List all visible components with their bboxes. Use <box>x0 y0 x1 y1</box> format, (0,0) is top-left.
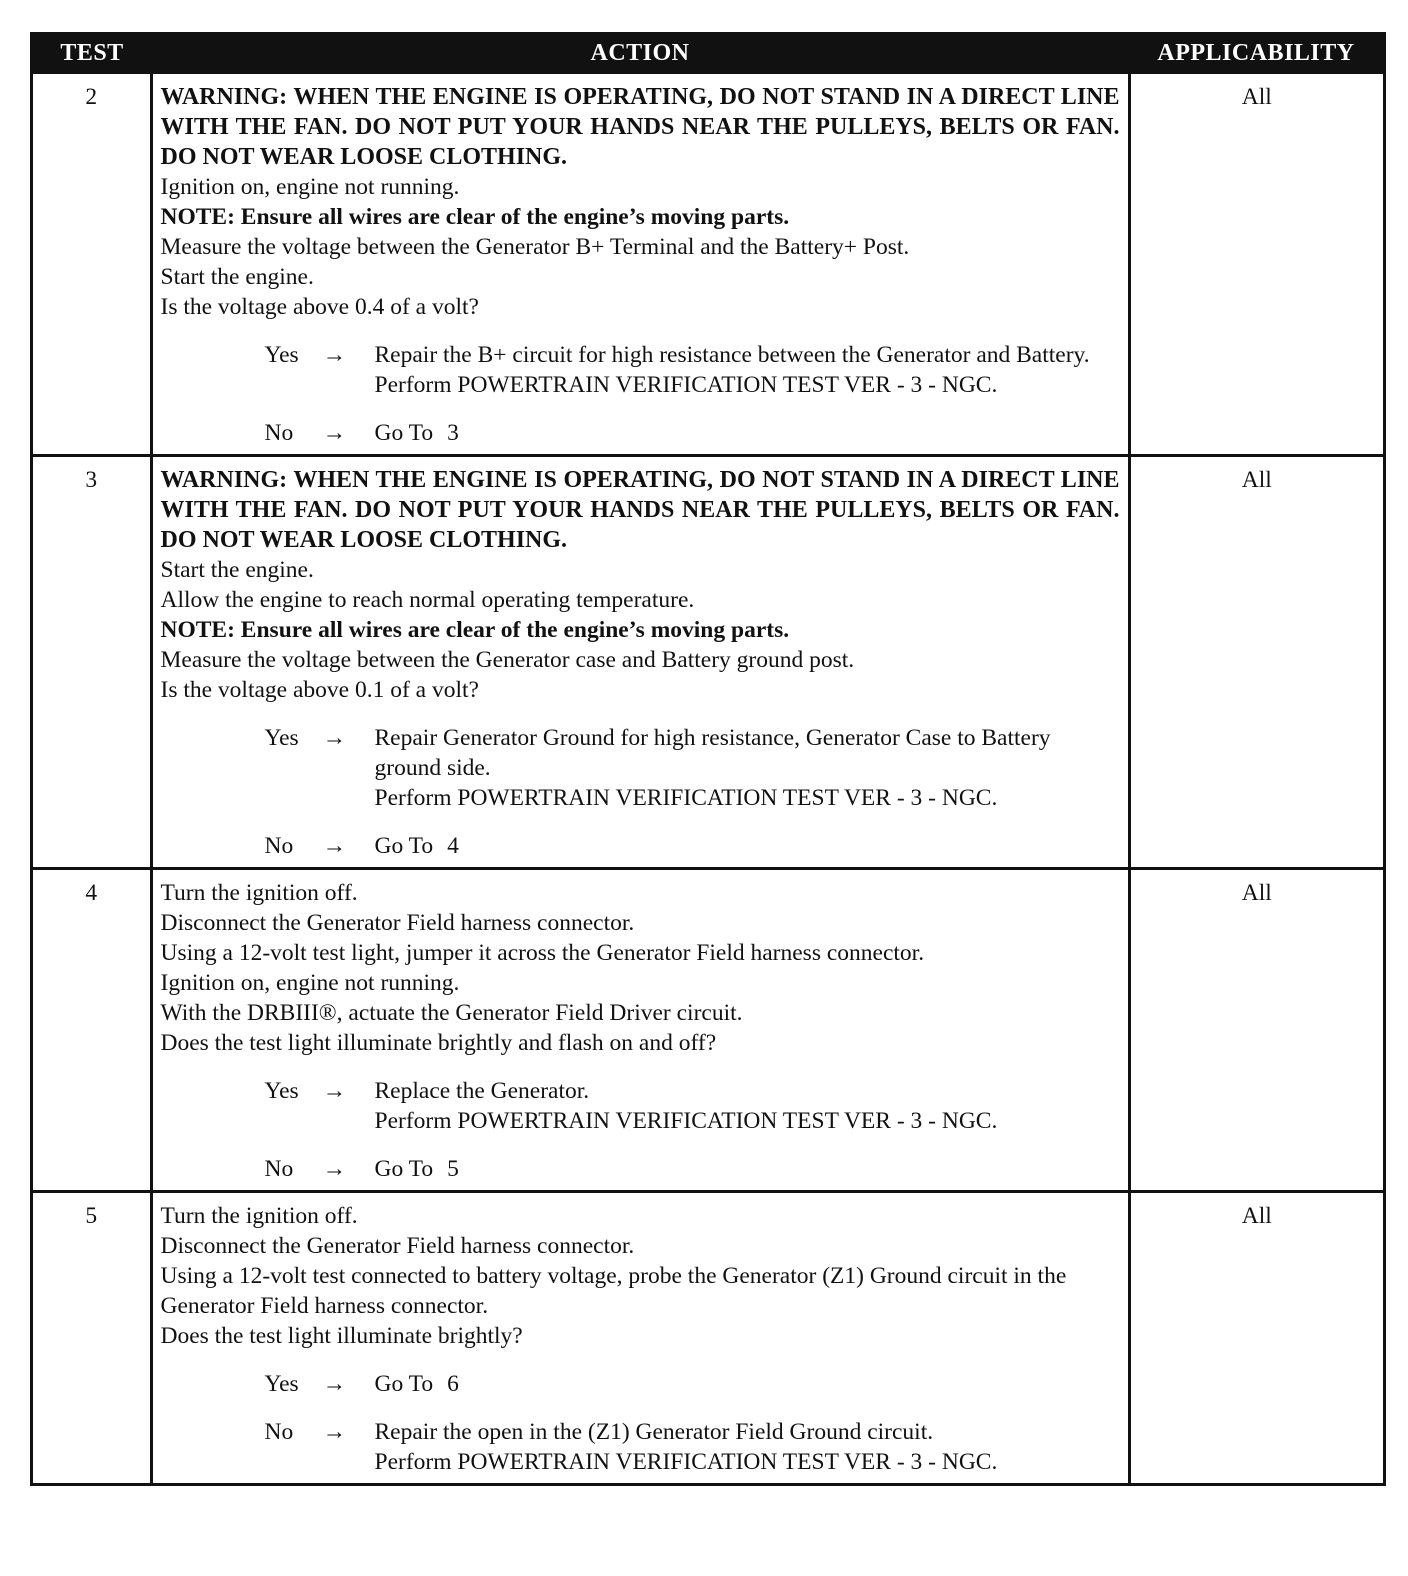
yes-result <box>375 1076 1120 1136</box>
header-action: ACTION <box>151 35 1129 73</box>
yes-label: Yes <box>264 1078 299 1104</box>
instruction-line: Disconnect the Generator Field harness connector. <box>160 910 635 936</box>
test-number: 3 <box>33 456 151 869</box>
diagnostic-test-table <box>33 35 1383 1483</box>
test-number: 5 <box>33 1192 151 1484</box>
table-row <box>33 456 1383 869</box>
arrow-right-icon: → <box>322 1371 346 1397</box>
test-number: 4 <box>33 869 151 1192</box>
yes-branch <box>265 1369 1120 1399</box>
result-line: Repair Generator Ground for high resistance, Generator Case to Battery ground side. <box>374 725 1051 781</box>
instruction-line: Ignition on, engine not running. <box>160 174 460 200</box>
result-line: Repair the open in the (Z1) Generator Field Ground circuit. <box>374 1419 934 1445</box>
result-line: Perform POWERTRAIN VERIFICATION TEST VER - 3 - NGC. <box>374 1449 998 1475</box>
no-branch <box>265 831 1120 861</box>
action-cell <box>151 73 1129 456</box>
instruction-line: Start the engine. <box>160 264 314 290</box>
note-text: NOTE: Ensure all wires are clear of the engine’s moving parts. <box>160 617 790 643</box>
instruction-line: Disconnect the Generator Field harness connector. <box>160 1233 635 1259</box>
arrow-right-icon: → <box>322 833 346 859</box>
no-branch <box>265 418 1120 448</box>
table-row <box>33 1192 1383 1484</box>
yes-branch <box>265 1076 1120 1136</box>
yes-branch <box>265 340 1120 400</box>
yes-label: Yes <box>264 725 299 751</box>
arrow-right-icon: → <box>322 420 346 446</box>
goto-label: Go To <box>374 1371 434 1397</box>
action-cell <box>151 869 1129 1192</box>
yes-result <box>375 1369 1120 1399</box>
no-result <box>375 1154 1120 1184</box>
table-row <box>33 869 1383 1192</box>
table-row <box>33 73 1383 456</box>
no-result <box>375 418 1120 448</box>
table-body <box>33 73 1383 1484</box>
instruction-line: Using a 12-volt test light, jumper it across the Generator Field harness connector. <box>160 940 925 966</box>
instruction-line: Allow the engine to reach normal operating temperature. <box>160 587 695 613</box>
no-label: No <box>264 420 294 446</box>
goto-reference <box>375 418 1120 448</box>
applicability-value: All <box>1129 869 1383 1192</box>
yes-branch <box>265 723 1120 813</box>
action-cell <box>151 1192 1129 1484</box>
no-result <box>375 831 1120 861</box>
yes-label: Yes <box>264 1371 299 1397</box>
goto-test-number: 3 <box>447 420 459 446</box>
table-header-row <box>33 35 1383 73</box>
goto-label: Go To <box>374 1156 434 1182</box>
applicability-value: All <box>1129 456 1383 869</box>
instruction-line: Is the voltage above 0.4 of a volt? <box>160 294 479 320</box>
goto-reference <box>375 1369 1120 1399</box>
yes-label: Yes <box>264 342 299 368</box>
goto-reference <box>375 831 1120 861</box>
yes-result <box>375 340 1120 400</box>
goto-label: Go To <box>374 833 434 859</box>
test-number: 2 <box>33 73 151 456</box>
instruction-line: Does the test light illuminate brightly and flash on and off? <box>160 1030 717 1056</box>
instruction-line: Does the test light illuminate brightly? <box>160 1323 523 1349</box>
goto-reference <box>375 1154 1120 1184</box>
arrow-right-icon: → <box>322 1419 346 1445</box>
action-cell <box>151 456 1129 869</box>
arrow-right-icon: → <box>322 1078 346 1104</box>
header-test: TEST <box>33 35 151 73</box>
warning-text: WARNING: WHEN THE ENGINE IS OPERATING, DO NOT STAND IN A DIRECT LINE WITH THE FAN. DO NOT PUT YOUR HANDS NEAR THE PULLEYS, BELTS OR FAN. DO NOT WEAR LOOSE CLOTHING. <box>160 84 1120 170</box>
arrow-right-icon: → <box>322 342 346 368</box>
goto-label: Go To <box>374 420 434 446</box>
warning-text: WARNING: WHEN THE ENGINE IS OPERATING, DO NOT STAND IN A DIRECT LINE WITH THE FAN. DO NOT PUT YOUR HANDS NEAR THE PULLEYS, BELTS OR FAN. DO NOT WEAR LOOSE CLOTHING. <box>160 467 1120 553</box>
result-line: Replace the Generator. <box>374 1078 590 1104</box>
instruction-line: Is the voltage above 0.1 of a volt? <box>160 677 479 703</box>
note-text: NOTE: Ensure all wires are clear of the engine’s moving parts. <box>160 204 790 230</box>
no-label: No <box>264 1156 294 1182</box>
result-line: Perform POWERTRAIN VERIFICATION TEST VER - 3 - NGC. <box>374 1108 998 1134</box>
result-line: Perform POWERTRAIN VERIFICATION TEST VER - 3 - NGC. <box>374 372 998 398</box>
instruction-line: Turn the ignition off. <box>160 880 358 906</box>
instruction-line: Measure the voltage between the Generator B+ Terminal and the Battery+ Post. <box>160 234 910 260</box>
no-branch <box>265 1417 1120 1477</box>
goto-test-number: 5 <box>447 1156 459 1182</box>
instruction-line: Ignition on, engine not running. <box>160 970 460 996</box>
applicability-value: All <box>1129 1192 1383 1484</box>
goto-test-number: 4 <box>447 833 459 859</box>
yes-result <box>375 723 1120 813</box>
result-line: Perform POWERTRAIN VERIFICATION TEST VER - 3 - NGC. <box>374 785 998 811</box>
no-branch <box>265 1154 1120 1184</box>
instruction-line: Measure the voltage between the Generator case and Battery ground post. <box>160 647 855 673</box>
no-label: No <box>264 833 294 859</box>
arrow-right-icon: → <box>322 1156 346 1182</box>
goto-test-number: 6 <box>447 1371 459 1397</box>
instruction-line: With the DRBIII®, actuate the Generator Field Driver circuit. <box>160 1000 743 1026</box>
diagnostic-test-table-frame <box>30 32 1386 1486</box>
result-line: Repair the B+ circuit for high resistance between the Generator and Battery. <box>374 342 1090 368</box>
instruction-line: Start the engine. <box>160 557 314 583</box>
no-result <box>375 1417 1120 1477</box>
no-label: No <box>264 1419 294 1445</box>
instruction-line: Using a 12-volt test connected to battery voltage, probe the Generator (Z1) Ground circuit in the Generator Field harness connector. <box>160 1263 1067 1319</box>
header-applicability: APPLICABILITY <box>1129 35 1383 73</box>
applicability-value: All <box>1129 73 1383 456</box>
instruction-line: Turn the ignition off. <box>160 1203 358 1229</box>
arrow-right-icon: → <box>322 725 346 751</box>
